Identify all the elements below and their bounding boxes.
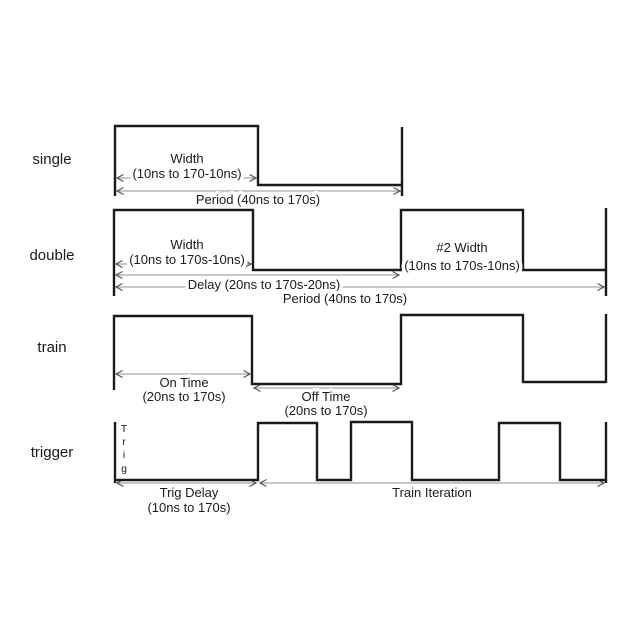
row-label-double: double [29,247,75,264]
train-row [37,314,606,418]
row-label-train: train [37,339,67,356]
trigger-delay-label: Trig Delay [159,485,219,500]
train-ontime-range: (20ns to 170s) [142,389,226,404]
double-row [29,208,606,306]
double-delay-label: Delay (20ns to 170s-20ns) [187,277,341,292]
double-width2-range: (10ns to 170s-10ns) [404,258,520,273]
double-period-label: Period (40ns to 170s) [282,291,408,306]
trigger-delay-range: (10ns to 170s) [147,500,231,515]
single-period-label: Period (40ns to 170s) [195,192,321,207]
row-label-trigger: trigger [30,444,74,461]
train-offtime-label: Off Time [301,389,351,404]
train-iteration-label: Train Iteration [392,485,472,500]
trig-vertical-letter-i: i [122,449,126,461]
trigger-waveform [115,422,606,480]
double-width-label: Width [170,237,204,252]
row-label-single: single [32,151,72,168]
train-ontime-label: On Time [159,375,209,390]
double-width2-label: #2 Width [436,240,488,255]
train-offtime-range: (20ns to 170s) [284,403,368,418]
trig-vertical-letter-g: g [121,463,127,475]
trigger-row [31,422,606,515]
single-width-range: (10ns to 170-10ns) [132,166,242,181]
single-row [32,126,402,207]
single-width-label: Width [170,151,204,166]
trig-vertical-letter-t: T [120,423,128,435]
single-waveform [115,126,402,196]
trig-vertical-letter-r: r [122,436,126,448]
double-width-range: (10ns to 170s-10ns) [129,252,245,267]
